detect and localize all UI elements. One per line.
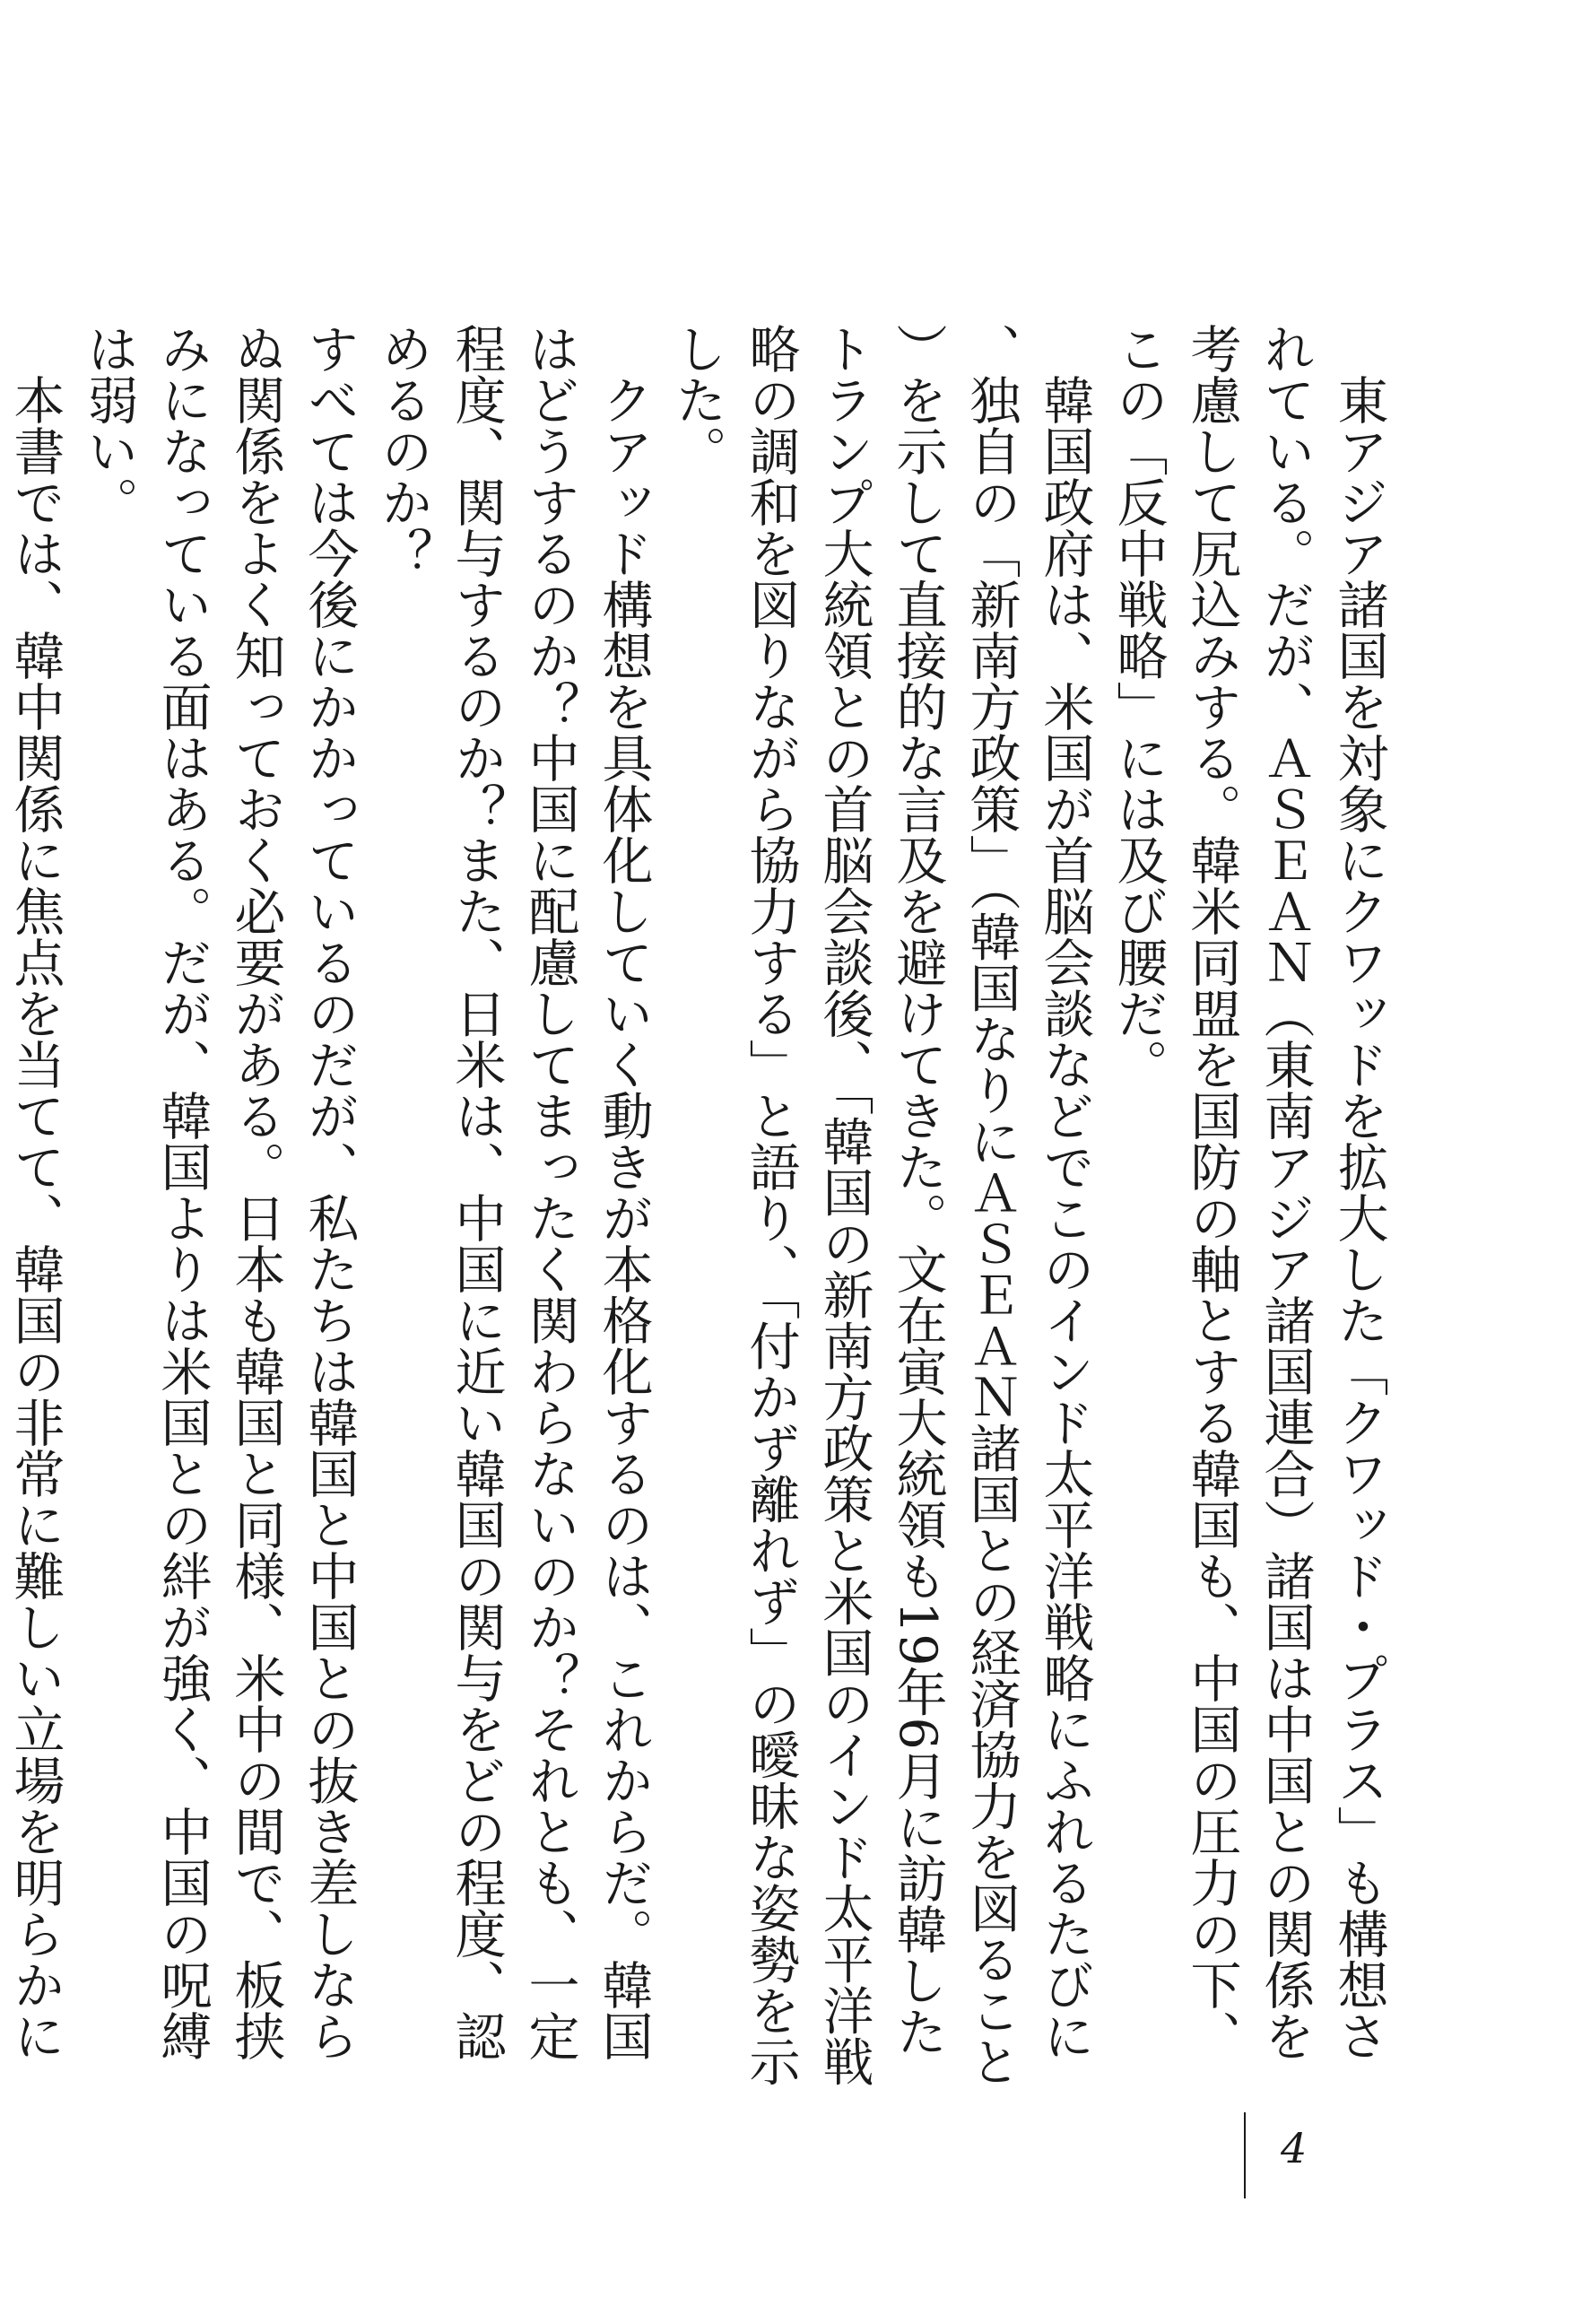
paragraph-3: クアッド構想を具体化していく動きが本格化するのは、これからだ。韓国はどうするのか？中国に配慮してまったく関わらないのか？それとも、一定程度、関与するのか？また、日米は、中国に近い韓国の関与をどの程度、認めるのか？ [373, 323, 653, 2061]
paragraph-5: 本書では、韓中関係に焦点を当てて、韓国の非常に難しい立場を明らかに [5, 374, 65, 2061]
paragraph-1: 東アジア諸国を対象にクワッドを拡大した「クワッド・プラス」も構想されている。だが、ＡＳＥＡＮ（東南アジア諸国連合）諸国は中国との関係を考慮して尻込みする。韓米同盟を国防の軸とする韓国も、中国の圧力の下、この「反中戦略」には及び腰だ。 [1108, 323, 1388, 2061]
page-number: 4 [1281, 2124, 1308, 2172]
body-text [0, 323, 1395, 2103]
page-number-divider [1244, 2112, 1246, 2198]
paragraph-2: 韓国政府は、米国が首脳会談などでこのインド太平洋戦略にふれるたびに、独自の「新南方政策」（韓国なりにＡＳＥＡＮ諸国との経済協力を図ること）を示して直接的な言及を避けてきた。文在寅大統領も19年6月に訪韓したトランプ大統領との首脳会談後、「韓国の新南方政策と米国のインド太平洋戦略の調和を図りながら協力する」と語り、「付かず離れず」の曖昧な姿勢を示した。 [667, 323, 1094, 2087]
paragraph-4: すべては今後にかかっているのだが、私たちは韓国と中国との抜き差しならぬ関係をよく知っておく必要がある。日本も韓国と同様、米中の間で、板挟みになっている面はある。だが、韓国よりは米国との絆が強く、中国の呪縛は弱い。 [79, 323, 359, 2061]
